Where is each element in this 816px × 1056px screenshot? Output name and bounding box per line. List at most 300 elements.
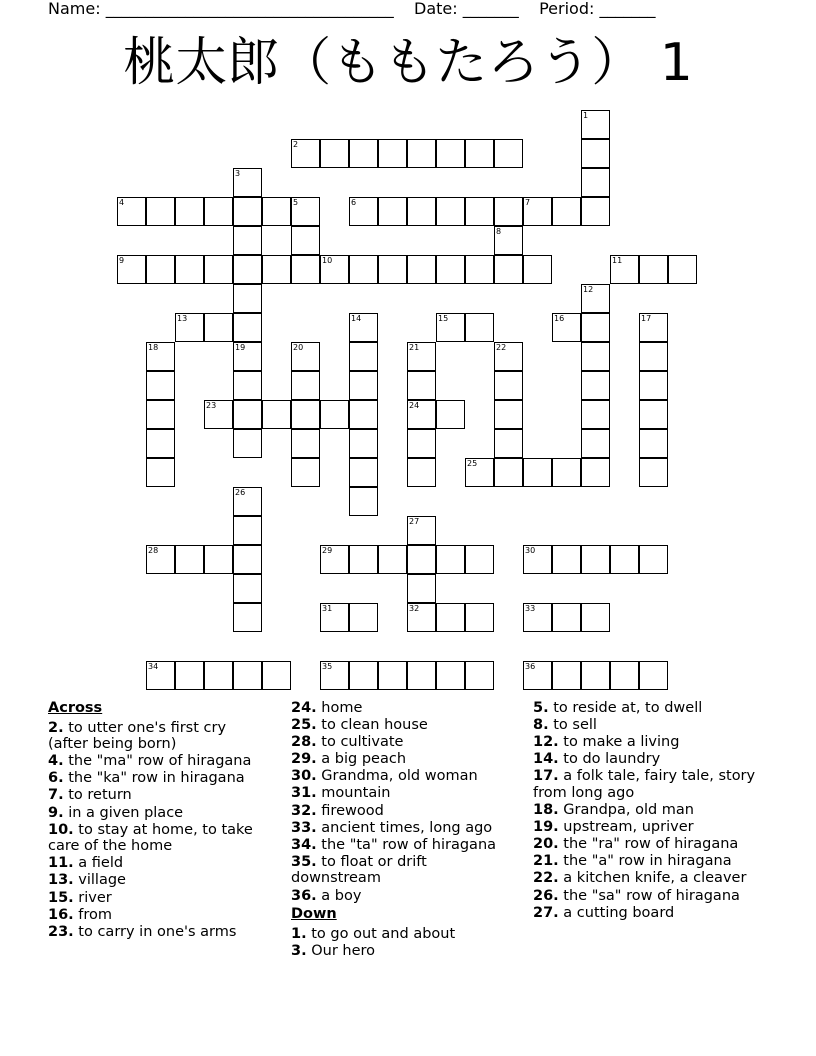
grid-cell[interactable] bbox=[291, 342, 320, 371]
grid-cell[interactable] bbox=[465, 603, 494, 632]
grid-cell[interactable] bbox=[523, 255, 552, 284]
grid-cell[interactable] bbox=[407, 255, 436, 284]
grid-cell[interactable] bbox=[204, 661, 233, 690]
grid-cell[interactable] bbox=[146, 458, 175, 487]
across-clue bbox=[291, 768, 516, 785]
clue-number: 29. bbox=[291, 751, 317, 768]
clue-number: 5 bbox=[293, 198, 299, 207]
grid-cell[interactable] bbox=[378, 197, 407, 226]
grid-cell[interactable] bbox=[610, 255, 639, 284]
clue-number: 25 bbox=[467, 459, 478, 468]
grid-cell[interactable] bbox=[349, 458, 378, 487]
clue-text: a folk tale, fairy tale, story from long ago bbox=[533, 768, 756, 801]
clue-text: a big peach bbox=[316, 751, 407, 768]
clue-text: firewood bbox=[316, 802, 384, 819]
down-clue bbox=[533, 836, 763, 853]
grid-cell[interactable] bbox=[291, 429, 320, 458]
grid-cell[interactable] bbox=[233, 545, 262, 574]
clue-number: 13. bbox=[48, 872, 74, 889]
clue-number: 3. bbox=[291, 942, 307, 959]
grid-cell[interactable] bbox=[407, 516, 436, 545]
clue-text: village bbox=[73, 872, 126, 889]
grid-cell[interactable] bbox=[436, 400, 465, 429]
grid-cell[interactable] bbox=[378, 545, 407, 574]
grid-cell[interactable] bbox=[465, 545, 494, 574]
clue-number: 25. bbox=[291, 717, 317, 734]
date-label: Date: bbox=[414, 0, 463, 18]
grid-cell[interactable] bbox=[610, 661, 639, 690]
period-label: Period: bbox=[539, 0, 600, 18]
grid-cell[interactable] bbox=[436, 255, 465, 284]
clue-text: to utter one's first cry (after being born) bbox=[48, 719, 227, 753]
clue-number: 8. bbox=[533, 717, 549, 734]
clue-number: 3 bbox=[235, 169, 241, 178]
grid-cell[interactable] bbox=[204, 400, 233, 429]
grid-cell[interactable] bbox=[320, 603, 349, 632]
clue-number: 13 bbox=[177, 314, 188, 323]
clue-number: 14 bbox=[351, 314, 362, 323]
clue-number: 35. bbox=[291, 853, 317, 870]
grid-cell[interactable] bbox=[436, 545, 465, 574]
clue-number: 26 bbox=[235, 488, 246, 497]
grid-cell[interactable] bbox=[204, 545, 233, 574]
clue-number: 19. bbox=[533, 819, 559, 836]
grid-cell[interactable] bbox=[262, 400, 291, 429]
grid-cell[interactable] bbox=[291, 197, 320, 226]
grid-cell[interactable] bbox=[291, 400, 320, 429]
grid-cell[interactable] bbox=[233, 371, 262, 400]
grid-cell[interactable] bbox=[349, 661, 378, 690]
grid-cell[interactable] bbox=[639, 545, 668, 574]
across-clue bbox=[291, 888, 516, 905]
across-clue bbox=[48, 890, 270, 907]
across-clue bbox=[291, 820, 516, 837]
clue-number: 15. bbox=[48, 889, 74, 906]
clue-number: 34 bbox=[148, 662, 159, 671]
clue-number: 6. bbox=[48, 770, 64, 787]
grid-cell[interactable] bbox=[291, 458, 320, 487]
grid-cell[interactable] bbox=[465, 313, 494, 342]
clue-text: from bbox=[73, 906, 113, 923]
clue-text: to make a living bbox=[558, 734, 680, 751]
grid-cell[interactable] bbox=[349, 545, 378, 574]
grid-cell[interactable] bbox=[349, 197, 378, 226]
across-clue bbox=[48, 855, 270, 872]
grid-cell[interactable] bbox=[407, 429, 436, 458]
name-label: Name: bbox=[48, 0, 106, 18]
clue-number: 18 bbox=[148, 343, 159, 352]
name-field[interactable]: ____________________________________ bbox=[105, 0, 394, 18]
down-clue bbox=[533, 853, 763, 870]
grid-cell[interactable] bbox=[581, 197, 610, 226]
grid-cell[interactable] bbox=[465, 255, 494, 284]
grid-cell[interactable] bbox=[233, 661, 262, 690]
grid-cell[interactable] bbox=[407, 371, 436, 400]
clue-text: a field bbox=[73, 855, 124, 872]
grid-cell[interactable] bbox=[349, 255, 378, 284]
grid-cell[interactable] bbox=[349, 400, 378, 429]
across-clue bbox=[291, 717, 516, 734]
across-clue bbox=[48, 924, 270, 941]
grid-cell[interactable] bbox=[494, 429, 523, 458]
grid-cell[interactable] bbox=[581, 168, 610, 197]
clue-number: 35 bbox=[322, 662, 333, 671]
grid-cell[interactable] bbox=[146, 400, 175, 429]
clue-number: 34. bbox=[291, 836, 317, 853]
clue-number: 22. bbox=[533, 870, 559, 887]
clue-number: 1 bbox=[583, 111, 589, 120]
down-clue bbox=[533, 717, 763, 734]
grid-cell[interactable] bbox=[581, 342, 610, 371]
clue-number: 31 bbox=[322, 604, 333, 613]
grid-cell[interactable] bbox=[233, 429, 262, 458]
down-clue bbox=[533, 700, 763, 717]
clue-number: 8 bbox=[496, 227, 502, 236]
grid-cell[interactable] bbox=[581, 458, 610, 487]
grid-cell[interactable] bbox=[233, 197, 262, 226]
down-clue bbox=[533, 802, 763, 819]
clue-number: 32. bbox=[291, 802, 317, 819]
clue-text: the "ma" row of hiragana bbox=[63, 753, 252, 770]
across-clue bbox=[48, 805, 270, 822]
clue-number: 23. bbox=[48, 923, 74, 940]
clue-number: 14. bbox=[533, 751, 559, 768]
clue-number: 2. bbox=[48, 719, 64, 736]
down-clue bbox=[533, 870, 763, 887]
across-clue bbox=[48, 770, 270, 787]
clue-number: 27. bbox=[533, 904, 559, 921]
clue-text: home bbox=[316, 700, 363, 716]
clue-number: 7. bbox=[48, 787, 64, 804]
grid-cell[interactable] bbox=[291, 371, 320, 400]
grid-cell[interactable] bbox=[233, 487, 262, 516]
clue-number: 15 bbox=[438, 314, 449, 323]
grid-cell[interactable] bbox=[465, 661, 494, 690]
clue-text: to do laundry bbox=[558, 751, 661, 768]
grid-cell[interactable] bbox=[436, 197, 465, 226]
clue-text: the "sa" row of hiragana bbox=[558, 887, 740, 904]
grid-cell[interactable] bbox=[233, 284, 262, 313]
clue-number: 33. bbox=[291, 819, 317, 836]
grid-cell[interactable] bbox=[146, 661, 175, 690]
grid-cell[interactable] bbox=[233, 255, 262, 284]
clue-number: 36. bbox=[291, 887, 317, 904]
grid-cell[interactable] bbox=[581, 603, 610, 632]
grid-cell[interactable] bbox=[668, 255, 697, 284]
grid-cell[interactable] bbox=[378, 255, 407, 284]
grid-cell[interactable] bbox=[639, 371, 668, 400]
grid-cell[interactable] bbox=[349, 429, 378, 458]
clue-text: a kitchen knife, a cleaver bbox=[558, 870, 747, 887]
clue-text: a boy bbox=[316, 887, 362, 904]
across-clue bbox=[48, 822, 270, 855]
grid-cell[interactable] bbox=[552, 458, 581, 487]
grid-cell[interactable] bbox=[639, 661, 668, 690]
clue-text: the "a" row in hiragana bbox=[558, 853, 732, 870]
grid-cell[interactable] bbox=[436, 313, 465, 342]
grid-cell[interactable] bbox=[175, 661, 204, 690]
grid-cell[interactable] bbox=[494, 400, 523, 429]
down-clue bbox=[533, 905, 763, 922]
clue-number: 21. bbox=[533, 853, 559, 870]
clue-text: river bbox=[73, 889, 112, 906]
clue-number: 21 bbox=[409, 343, 420, 352]
grid-cell[interactable] bbox=[175, 255, 204, 284]
grid-cell[interactable] bbox=[146, 197, 175, 226]
grid-cell[interactable] bbox=[581, 429, 610, 458]
clue-text: Our hero bbox=[306, 942, 376, 959]
clue-number: 24. bbox=[291, 700, 317, 716]
grid-cell[interactable] bbox=[262, 255, 291, 284]
grid-cell[interactable] bbox=[639, 313, 668, 342]
grid-cell[interactable] bbox=[320, 400, 349, 429]
clue-number: 36 bbox=[525, 662, 536, 671]
grid-cell[interactable] bbox=[639, 458, 668, 487]
grid-cell[interactable] bbox=[407, 545, 436, 574]
clue-number: 5. bbox=[533, 700, 549, 716]
down-clue bbox=[291, 943, 516, 960]
grid-cell[interactable] bbox=[465, 197, 494, 226]
grid-cell[interactable] bbox=[407, 661, 436, 690]
across-clue bbox=[48, 907, 270, 924]
grid-cell[interactable] bbox=[407, 400, 436, 429]
clue-number: 7 bbox=[525, 198, 531, 207]
down-clue bbox=[533, 819, 763, 836]
clue-number: 17. bbox=[533, 768, 559, 785]
grid-cell[interactable] bbox=[233, 574, 262, 603]
grid-cell[interactable] bbox=[407, 603, 436, 632]
grid-cell[interactable] bbox=[494, 342, 523, 371]
grid-cell[interactable] bbox=[349, 371, 378, 400]
grid-cell[interactable] bbox=[320, 139, 349, 168]
grid-cell[interactable] bbox=[581, 371, 610, 400]
grid-cell[interactable] bbox=[233, 226, 262, 255]
grid-cell[interactable] bbox=[291, 226, 320, 255]
clue-text: the "ra" row of hiragana bbox=[558, 836, 739, 853]
across-clue bbox=[48, 720, 270, 753]
grid-cell[interactable] bbox=[146, 371, 175, 400]
grid-cell[interactable] bbox=[233, 313, 262, 342]
clue-number: 4. bbox=[48, 753, 64, 770]
grid-cell[interactable] bbox=[494, 255, 523, 284]
clue-text: to stay at home, to take care of the home bbox=[48, 821, 253, 855]
grid-cell[interactable] bbox=[349, 313, 378, 342]
clue-number: 33 bbox=[525, 604, 536, 613]
grid-cell[interactable] bbox=[117, 255, 146, 284]
grid-cell[interactable] bbox=[233, 603, 262, 632]
grid-cell[interactable] bbox=[407, 342, 436, 371]
grid-cell[interactable] bbox=[204, 255, 233, 284]
grid-cell[interactable] bbox=[233, 516, 262, 545]
clue-number: 26. bbox=[533, 887, 559, 904]
clue-number: 10. bbox=[48, 821, 74, 838]
clue-number: 18. bbox=[533, 802, 559, 819]
across-clue bbox=[291, 785, 516, 802]
across-clue bbox=[291, 734, 516, 751]
clue-number: 29 bbox=[322, 546, 333, 555]
grid-cell[interactable] bbox=[233, 168, 262, 197]
clue-number: 2 bbox=[293, 140, 299, 149]
grid-cell[interactable] bbox=[436, 603, 465, 632]
grid-cell[interactable] bbox=[581, 110, 610, 139]
grid-cell[interactable] bbox=[175, 545, 204, 574]
clue-text: ancient times, long ago bbox=[316, 819, 493, 836]
grid-cell[interactable] bbox=[291, 255, 320, 284]
grid-cell[interactable] bbox=[552, 313, 581, 342]
across-clue bbox=[291, 837, 516, 854]
grid-cell[interactable] bbox=[581, 284, 610, 313]
grid-cell[interactable] bbox=[523, 545, 552, 574]
clue-number: 23 bbox=[206, 401, 217, 410]
down-clue bbox=[291, 926, 516, 943]
grid-cell[interactable] bbox=[175, 197, 204, 226]
clue-number: 4 bbox=[119, 198, 125, 207]
down-clue bbox=[533, 768, 763, 801]
grid-cell[interactable] bbox=[262, 661, 291, 690]
grid-cell[interactable] bbox=[349, 342, 378, 371]
clue-number: 28. bbox=[291, 734, 317, 751]
grid-cell[interactable] bbox=[523, 661, 552, 690]
grid-cell[interactable] bbox=[552, 197, 581, 226]
clue-number: 10 bbox=[322, 256, 333, 265]
grid-cell[interactable] bbox=[407, 139, 436, 168]
clue-text: to cultivate bbox=[316, 734, 404, 751]
across-clue bbox=[48, 787, 270, 804]
down-clue bbox=[533, 751, 763, 768]
across-clue bbox=[291, 751, 516, 768]
clue-number: 17 bbox=[641, 314, 652, 323]
grid-cell[interactable] bbox=[436, 139, 465, 168]
grid-cell[interactable] bbox=[378, 139, 407, 168]
grid-cell[interactable] bbox=[581, 661, 610, 690]
across-clue bbox=[291, 700, 516, 717]
clue-text: Grandma, old woman bbox=[316, 768, 478, 785]
down-clues-column-3 bbox=[533, 700, 763, 922]
down-heading: Down bbox=[291, 906, 337, 923]
grid-cell[interactable] bbox=[639, 342, 668, 371]
clue-text: a cutting board bbox=[558, 904, 675, 921]
clue-number: 30. bbox=[291, 768, 317, 785]
clue-number: 20 bbox=[293, 343, 304, 352]
grid-cell[interactable] bbox=[291, 139, 320, 168]
clue-number: 24 bbox=[409, 401, 420, 410]
grid-cell[interactable] bbox=[552, 603, 581, 632]
grid-cell[interactable] bbox=[581, 139, 610, 168]
grid-cell[interactable] bbox=[494, 197, 523, 226]
clue-text: to float or drift downstream bbox=[291, 853, 427, 887]
grid-cell[interactable] bbox=[349, 487, 378, 516]
grid-cell[interactable] bbox=[494, 371, 523, 400]
across-heading: Across bbox=[48, 700, 103, 716]
grid-cell[interactable] bbox=[523, 603, 552, 632]
grid-cell[interactable] bbox=[581, 313, 610, 342]
grid-cell[interactable] bbox=[523, 197, 552, 226]
clue-text: upstream, upriver bbox=[558, 819, 694, 836]
grid-cell[interactable] bbox=[349, 603, 378, 632]
grid-cell[interactable] bbox=[639, 400, 668, 429]
clue-number: 22 bbox=[496, 343, 507, 352]
clue-number: 1. bbox=[291, 925, 307, 942]
grid-cell[interactable] bbox=[204, 313, 233, 342]
clue-number: 9. bbox=[48, 804, 64, 821]
across-clue bbox=[291, 854, 516, 887]
clue-text: to return bbox=[63, 787, 132, 804]
clue-text: the "ta" row of hiragana bbox=[316, 836, 497, 853]
clue-text: to go out and about bbox=[306, 925, 456, 942]
grid-cell[interactable] bbox=[407, 574, 436, 603]
grid-cell[interactable] bbox=[494, 458, 523, 487]
grid-cell[interactable] bbox=[407, 458, 436, 487]
clue-number: 11 bbox=[612, 256, 623, 265]
grid-cell[interactable] bbox=[523, 458, 552, 487]
period-field[interactable]: _______ bbox=[599, 0, 656, 18]
grid-cell[interactable] bbox=[639, 255, 668, 284]
grid-cell[interactable] bbox=[436, 661, 465, 690]
grid-cell[interactable] bbox=[146, 342, 175, 371]
grid-cell[interactable] bbox=[175, 313, 204, 342]
clue-text: mountain bbox=[316, 785, 391, 802]
grid-cell[interactable] bbox=[146, 429, 175, 458]
grid-cell[interactable] bbox=[581, 545, 610, 574]
clue-text: to carry in one's arms bbox=[73, 923, 237, 940]
grid-cell[interactable] bbox=[349, 139, 378, 168]
grid-cell[interactable] bbox=[146, 255, 175, 284]
clue-number: 31. bbox=[291, 785, 317, 802]
grid-cell[interactable] bbox=[639, 429, 668, 458]
down-clue bbox=[533, 734, 763, 751]
clue-number: 11. bbox=[48, 855, 74, 872]
clue-number: 28 bbox=[148, 546, 159, 555]
grid-cell[interactable] bbox=[320, 545, 349, 574]
across-clue bbox=[48, 872, 270, 889]
clue-text: the "ka" row in hiragana bbox=[63, 770, 245, 787]
grid-cell[interactable] bbox=[320, 661, 349, 690]
date-field[interactable]: _______ bbox=[462, 0, 519, 18]
clue-number: 30 bbox=[525, 546, 536, 555]
clue-number: 9 bbox=[119, 256, 125, 265]
grid-cell[interactable] bbox=[407, 197, 436, 226]
grid-cell[interactable] bbox=[262, 197, 291, 226]
grid-cell[interactable] bbox=[204, 197, 233, 226]
across-clues-column-1 bbox=[48, 700, 270, 941]
grid-cell[interactable] bbox=[494, 139, 523, 168]
grid-cell[interactable] bbox=[146, 545, 175, 574]
grid-cell[interactable] bbox=[117, 197, 146, 226]
grid-cell[interactable] bbox=[581, 400, 610, 429]
grid-cell[interactable] bbox=[610, 545, 639, 574]
clue-number: 6 bbox=[351, 198, 357, 207]
grid-cell[interactable] bbox=[465, 458, 494, 487]
clue-number: 32 bbox=[409, 604, 420, 613]
grid-cell[interactable] bbox=[552, 661, 581, 690]
across-clues-column-2 bbox=[291, 700, 516, 960]
clue-number: 12 bbox=[583, 285, 594, 294]
grid-cell[interactable] bbox=[233, 400, 262, 429]
grid-cell[interactable] bbox=[378, 661, 407, 690]
clue-text: to sell bbox=[548, 717, 597, 734]
grid-cell[interactable] bbox=[320, 255, 349, 284]
clue-number: 20. bbox=[533, 836, 559, 853]
clue-number: 16. bbox=[48, 906, 74, 923]
clue-text: in a given place bbox=[63, 804, 184, 821]
grid-cell[interactable] bbox=[233, 342, 262, 371]
down-clue bbox=[533, 888, 763, 905]
grid-cell[interactable] bbox=[552, 545, 581, 574]
clue-text: to reside at, to dwell bbox=[548, 700, 703, 716]
grid-cell[interactable] bbox=[494, 226, 523, 255]
page-title: 桃太郎（ももたろう） 1 bbox=[123, 33, 693, 93]
grid-cell[interactable] bbox=[465, 139, 494, 168]
